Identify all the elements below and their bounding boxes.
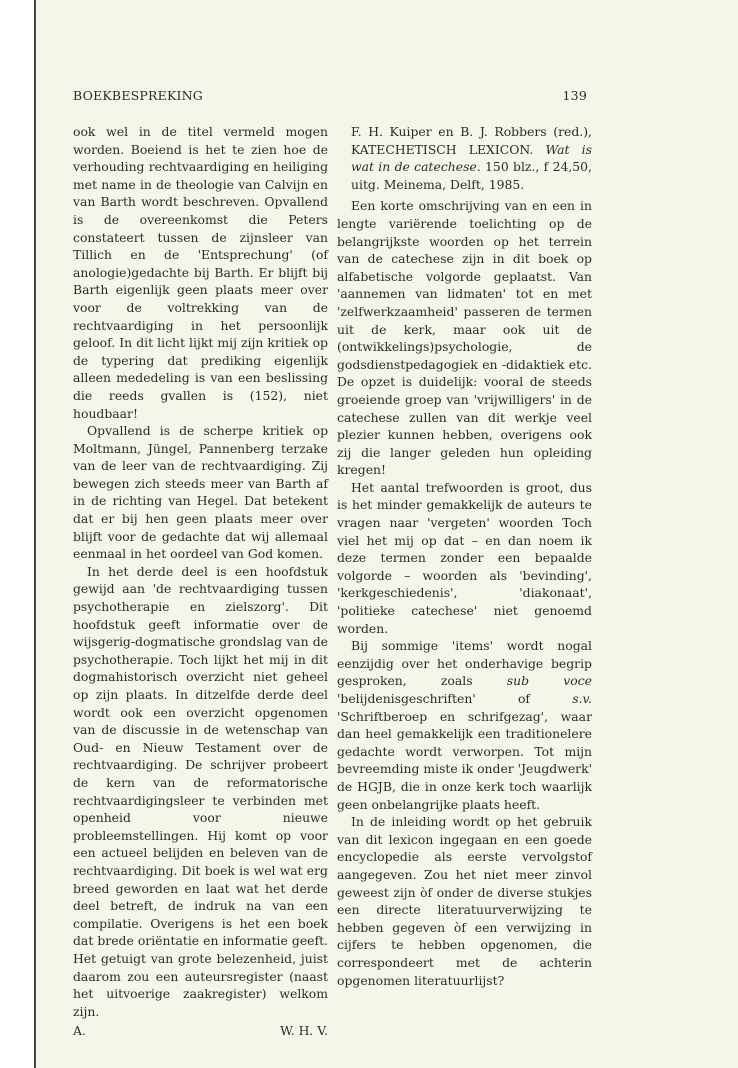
paragraph: In het derde deel is een hoofdstuk gewijd aan 'de rechtvaardiging tussen psychotherapie en zielszorg'. Dit hoofdstuk geeft informatie over de wijsgerig-dogmatische grondslag van de psychotherapie. Toch lijkt het mij in dit dogmahistorisch overzicht niet geheel op zijn plaats. In ditzelfde derde deel wordt ook een overzicht opgenomen van de discussie in de wetenschap van Oud- en Nieuw Testament over de rechtvaardiging. De schrijver probeert de kern van de reformatorische rechtvaardigingsleer te verbinden met openheid voor nieuwe probleemstellingen. Hij komt op voor een actueel belijden en beleven van de rechtvaardiging. Dit boek is wel wat erg breed geworden en laat wat het derde deel betreft, de indruk na van een compilatie. Overigens is het een boek dat brede oriëntatie en informatie geeft. Het getuigt van grote belezenheid, juist daarom zou een auteursregister (naast het uitvoerige zaakregister) welkom zijn. — [73, 563, 328, 1019]
book-authors-title: F. H. Kuiper en B. J. Robbers (red.), KATECHETISCH LEXICON. — [351, 124, 592, 157]
text-run: 'Schriftberoep en schrifgezag', waar dan heel gemakkelijk een traditionelere gedachte wordt verworpen. Tot mijn bevreemding miste ik onder 'Jeugdwerk' de HGJB, die in onze kerk toch waarlijk geen onbelangrijke plaats heeft. — [337, 708, 592, 812]
paragraph: ook wel in de titel vermeld mogen worden. Boeiend is het te zien hoe de verhouding rechtvaardiging en heiliging met name in de theologie van Calvijn en van Barth wordt beschreven. Opvallend is de overeenkomst die Peters constateert tussen de zijnsleer van Tillich en de 'Entsprechung' (of anologie)gedachte bij Barth. Er blijft bij Barth eigenlijk geen plaats meer over voor de voltrekking van de rechtvaardiging in het persoonlijk geloof. In dit licht lijkt mij zijn kritiek op de typering dat prediking eigenlijk alleen mededeling is van een beslissing die reeds gvallen is (152), niet houdbaar! — [73, 124, 328, 421]
paragraph: Het aantal trefwoorden is groot, dus is het minder gemakkelijk de auteurs te vragen naar 'vergeten' woorden Toch viel het mij op dat – en dan noem ik deze termen zonder een bepaalde volgorde – woorden als 'bevinding', 'kerkgeschiedenis', 'diakonaat', 'politieke catechese' niet genoemd worden. — [337, 479, 592, 636]
book-subtitle: Wat is wat in de catechese. — [351, 141, 592, 175]
book-reference — [337, 123, 592, 193]
reviewer-initials: W. H. V. — [280, 1023, 328, 1039]
page-number: 139 — [562, 88, 587, 103]
text-run: 'belijdenisgeschriften' of — [337, 691, 530, 706]
right-column — [337, 123, 592, 989]
signature-initial: A. — [73, 1023, 86, 1039]
paragraph — [337, 637, 592, 813]
section-title: BOEKBESPREKING — [73, 88, 203, 103]
running-header — [73, 88, 587, 103]
book-details: 150 blz., f 24,50, uitg. Meinema, Delft, 1985. — [351, 159, 592, 192]
latin-abbrev: s.v. — [572, 691, 592, 706]
latin-term: sub voce — [506, 673, 592, 689]
review-signature — [73, 1022, 328, 1040]
paragraph: In de inleiding wordt op het gebruik van dit lexicon ingegaan en een goede encyclopedie als eerste vervolgstof aangegeven. Zou het niet meer zinvol geweest zijn òf onder de diverse stukjes een directe literatuurverwijzing te hebben gegeven òf een verwijzing in cijfers te hebben opgenomen, die correspondeert met de achterin opgenomen literatuurlijst? — [337, 814, 592, 988]
paragraph: Een korte omschrijving van en een in lengte variërende toelichting op de belangrijkste woorden op het terrein van de catechese zijn in dit boek op alfabetische volgorde geplaatst. Van 'aannemen van lidmaten' tot en met 'zelfwerkzaamheid' passeren de termen uit de kerk, maar ook uit de (ontwikkelings)psychologie, de godsdienstpedagogiek en -didaktiek etc. De opzet is duidelijk: vooral de steeds groeiende groep van 'vrijwilligers' in de catechese zullen van dit werkje veel plezier kunnen hebben, overigens ook zij die langer geleden hun opleiding kregen! — [337, 198, 592, 478]
paragraph: Opvallend is de scherpe kritiek op Moltmann, Jüngel, Pannenberg terzake van de leer van de rechtvaardiging. Zij bewegen zich steeds meer van Barth af in de richting van Hegel. Dat betekent dat er bij hen geen plaats meer over blijft voor de gedachte dat wij allemaal eenmaal in het oordeel van God komen. — [73, 423, 328, 562]
left-column — [73, 123, 328, 1040]
text-run: Bij sommige 'items' wordt nogal eenzijdig over het onderhavige begrip gesproken, zoals — [337, 638, 592, 689]
